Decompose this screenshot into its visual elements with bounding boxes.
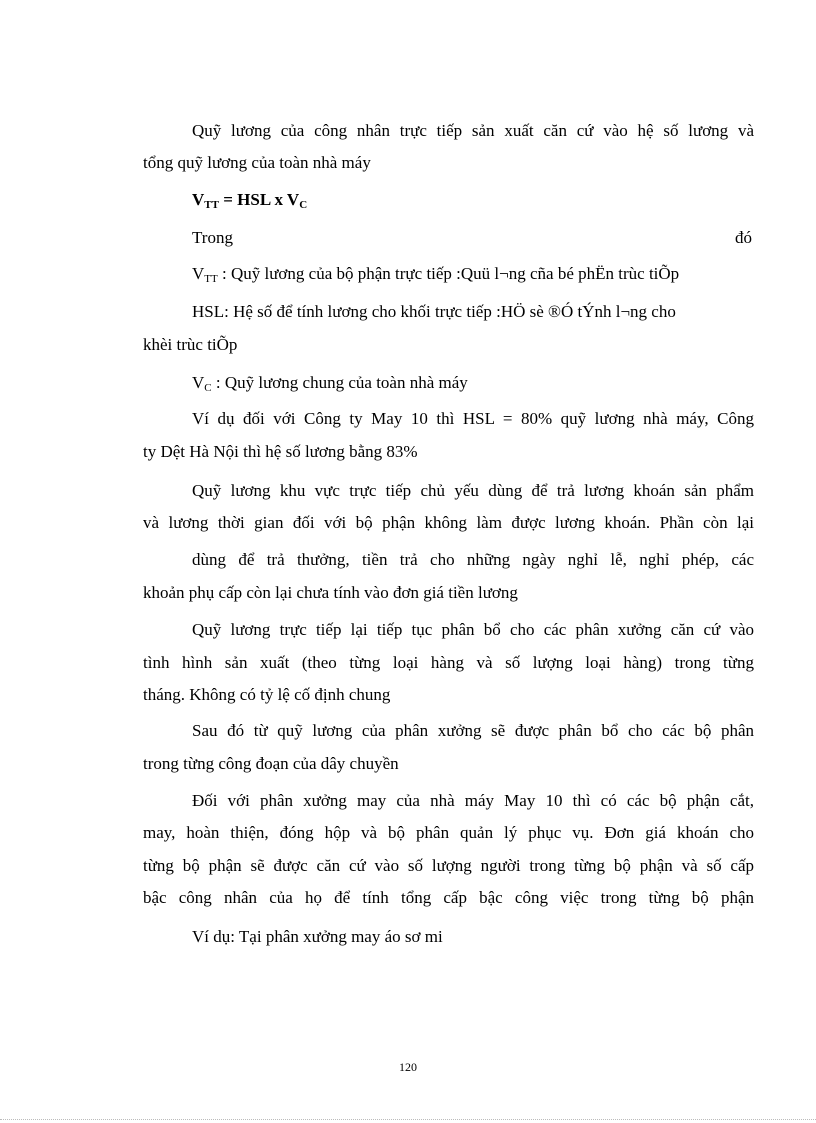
definition-vtt: $V_{TT}$ : Quỹ lương của bộ phận trực tiếp :Quü l¬ng cña bé phËn trùc tiÕp [192, 264, 680, 285]
text-line: may, hoàn thiện, đóng hộp và bộ phân quản lý phục vụ. Đơn giá khoán cho [143, 823, 754, 842]
text-line: tổng quỹ lương của toàn nhà máy [143, 153, 371, 172]
text-line: khoản phụ cấp còn lại chưa tính vào đơn giá tiền lương [143, 583, 518, 602]
text-line: và lương thời gian đối với bộ phận không làm được lương khoán. Phần còn lại [143, 513, 754, 532]
text-line: Ví dụ đối với Công ty May 10 thì HSL = 80% quỹ lương nhà máy, Công [192, 409, 754, 428]
text-line: bậc công nhân của họ để tính tổng cấp bậc công việc trong từng bộ phận [143, 888, 754, 907]
text-line: trong từng công đoạn của dây chuyền [143, 754, 399, 773]
text-line: Ví dụ: Tại phân xưởng may áo sơ mi [192, 927, 443, 946]
text-line: Đối với phân xưởng may của nhà máy May 10 thì có các bộ phận cắt, [192, 791, 754, 810]
page-number: 120 [399, 1060, 417, 1074]
formula: $V_{TT}$ = HSL x $V_C$ [192, 190, 308, 211]
text-line: tháng. Không có tỷ lệ cố định chung [143, 685, 391, 704]
text-line: tình hình sản xuất (theo từng loại hàng và số lượng loại hàng) trong từng [143, 653, 754, 672]
text-line: ty Dệt Hà Nội thì hệ số lương bằng 83% [143, 442, 418, 461]
text-line: Quỹ lương trực tiếp lại tiếp tục phân bổ cho các phân xưởng căn cứ vào [192, 620, 754, 639]
text-line: đó [735, 228, 752, 247]
text-line: Sau đó từ quỹ lương của phân xưởng sẽ được phân bổ cho các bộ phân [192, 721, 754, 740]
definition-hsl: HSL: Hệ số để tính lương cho khối trực tiếp :HÖ sè ®Ó tÝnh l¬ng cho [192, 302, 676, 321]
page-edge-divider [0, 1119, 816, 1120]
text-line: từng bộ phận sẽ được căn cứ vào số lượng người trong từng bộ phận và số cấp [143, 856, 754, 875]
text-line: Quỹ lương của công nhân trực tiếp sản xuất căn cứ vào hệ số lương và [192, 121, 754, 140]
text-line: dùng để trả thưởng, tiền trả cho những ngày nghỉ lễ, nghỉ phép, các [192, 550, 754, 569]
text-line: Trong [192, 228, 233, 247]
text-line: khèi trùc tiÕp [143, 335, 238, 354]
definition-vc: $V_C$ : Quỹ lương chung của toàn nhà máy [192, 373, 468, 394]
text-line: Quỹ lương khu vực trực tiếp chủ yếu dùng để trả lương khoán sản phẩm [192, 481, 754, 500]
